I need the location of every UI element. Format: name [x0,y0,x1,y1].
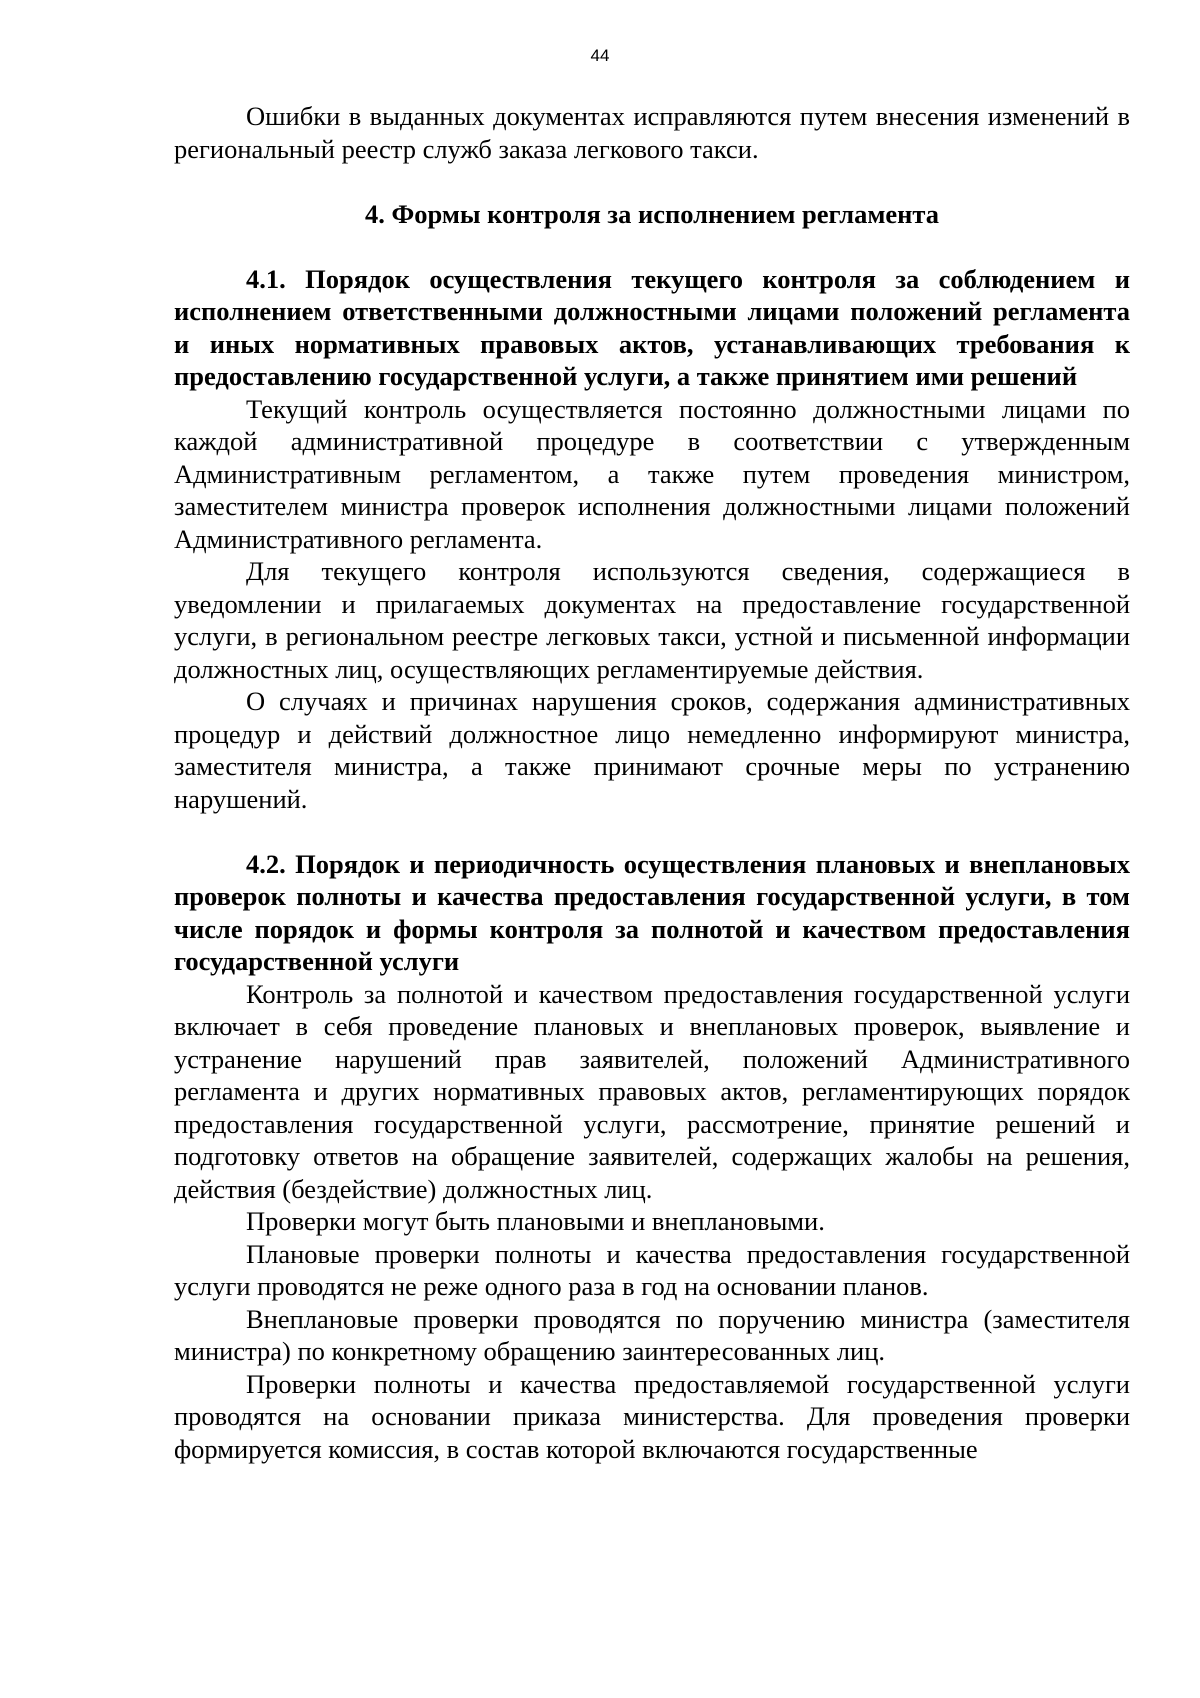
paragraph: Контроль за полнотой и качеством предоставления государственной услуги включает в себя проведение плановых и внеплановых проверок, выявление и устранение нарушений прав заявителей, положений Административного регламента и других нормативных правовых актов, регламентирующих порядок предоставления государственной услуги, рассмотрение, принятие решений и подготовку ответов на обращение заявителей, содержащих жалобы на решения, действия (бездействие) должностных лиц. [174,978,1130,1204]
blank-line [174,815,1130,848]
section-heading: 4. Формы контроля за исполнением регламента [364,198,940,229]
paragraph: Проверки полноты и качества предоставляемой государственной услуги проводятся на основании приказа министерства. Для проведения проверки формируется комиссия, в состав которой включаются государственные [174,1368,1130,1464]
page-number: 44 [590,46,610,65]
subsection-heading: 4.1. Порядок осуществления текущего контроля за соблюдением и исполнением ответственными должностными лицами положений регламента и иных нормативных правовых актов, устанавливающих требования к предоставлению государственной услуги, а также принятием ими решений [174,263,1130,391]
document-body [174,100,1130,1465]
paragraph: Проверки могут быть плановыми и внеплановыми. [246,1206,825,1236]
subsection-heading: 4.2. Порядок и периодичность осуществления плановых и внеплановых проверок полноты и качества предоставления государственной услуги, в том числе порядок и формы контроля за полнотой и качеством предоставления государственной услуги [174,848,1130,976]
blank-line [174,165,1130,198]
paragraph: Ошибки в выданных документах исправляются путем внесения изменений в региональный реестр служб заказа легкового такси. [174,101,1130,164]
paragraph: Для текущего контроля используются сведения, содержащиеся в уведомлении и прилагаемых документах на предоставление государственной услуги, в региональном реестре легковых такси, устной и письменной информации должностных лиц, осуществляющих регламентируемые действия. [174,556,1130,684]
paragraph: Плановые проверки полноты и качества предоставления государственной услуги проводятся не реже одного раза в год на основании планов. [174,1238,1130,1301]
paragraph: О случаях и причинах нарушения сроков, содержания административных процедур и действий должностное лицо немедленно информируют министра, заместителя министра, а также принимают срочные меры по устранению нарушений. [174,686,1130,814]
blank-line [174,230,1130,263]
paragraph: Текущий контроль осуществляется постоянно должностными лицами по каждой административной процедуре в соответствии с утвержденным Административным регламентом, а также путем проведения министром, заместителем министра проверок исполнения должностными лицами положений Административного регламента. [174,393,1130,554]
paragraph: Внеплановые проверки проводятся по поручению министра (заместителя министра) по конкретному обращению заинтересованных лиц. [174,1303,1130,1366]
